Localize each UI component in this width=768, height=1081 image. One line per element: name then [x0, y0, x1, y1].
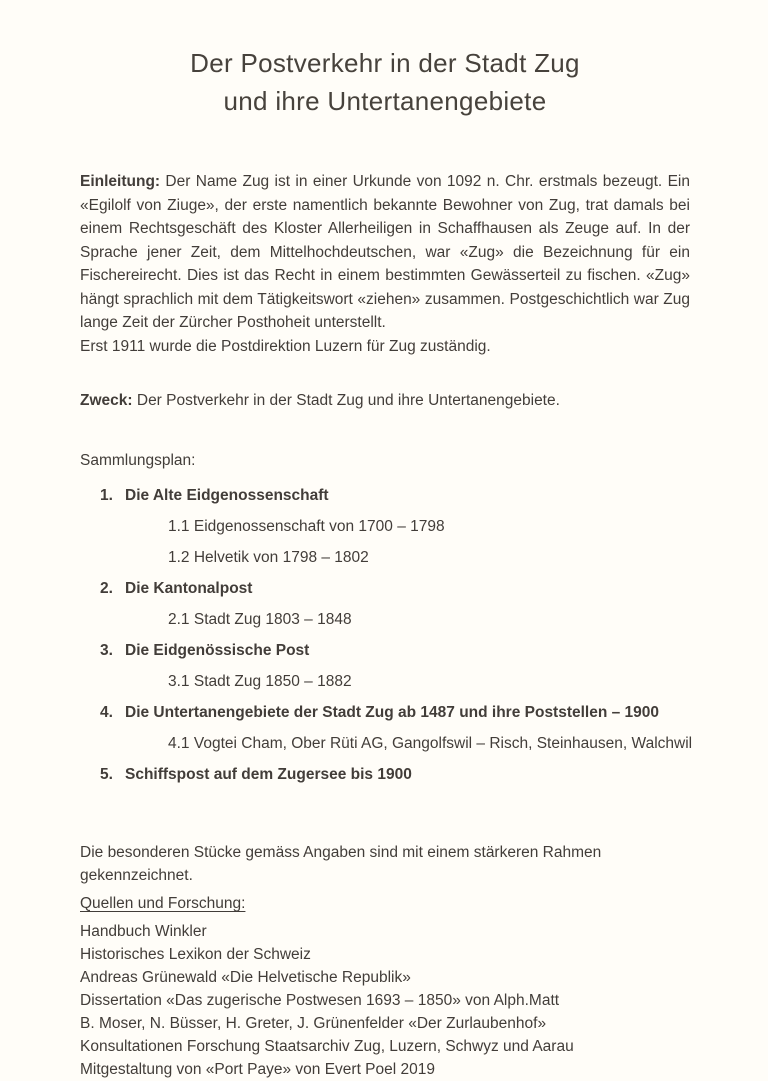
plan-subitem: 2.1 Stadt Zug 1803 – 1848: [168, 611, 352, 628]
source-item: Konsultationen Forschung Staatsarchiv Zug, Luzern, Schwyz und Aarau: [80, 1038, 574, 1055]
source-item: Andreas Grünewald «Die Helvetische Republik»: [80, 969, 411, 986]
plan-item: [100, 765, 690, 785]
plan-item-number: 4.: [100, 704, 113, 721]
einleitung-paragraph: [80, 170, 690, 335]
plan-subitem: 4.1 Vogtei Cham, Ober Rüti AG, Gangolfswil – Risch, Steinhausen, Walchwil: [168, 735, 693, 752]
zweck-paragraph: [80, 389, 690, 412]
plan-item-label: Die Untertanengebiete der Stadt Zug ab 1487 und ihre Poststellen – 1900: [125, 704, 660, 721]
sammlungsplan-list: [80, 486, 693, 785]
plan-item: [100, 579, 690, 599]
source-item: Dissertation «Das zugerische Postwesen 1693 – 1850» von Alph.Matt: [80, 992, 560, 1009]
source-item: B. Moser, N. Büsser, H. Greter, J. Grünenfelder «Der Zurlaubenhof»: [80, 1015, 547, 1032]
plan-item: [100, 703, 690, 723]
source-item: Historisches Lexikon der Schweiz: [80, 946, 311, 963]
plan-item-number: 5.: [100, 766, 113, 783]
einleitung-label: Einleitung:: [80, 173, 161, 190]
zweck-label: Zweck:: [80, 392, 133, 409]
plan-subitem: 1.2 Helvetik von 1798 – 1802: [168, 549, 369, 566]
document-title: [80, 44, 690, 120]
note-line: Die besonderen Stücke gemäss Angaben sind mit einem stärkeren Rahmen gekennzeichnet.: [80, 844, 602, 884]
plan-subitem: 1.1 Eidgenossenschaft von 1700 – 1798: [168, 518, 445, 535]
zweck-text: Der Postverkehr in der Stadt Zug und ihre Untertanengebiete.: [132, 392, 560, 409]
source-item: Handbuch Winkler: [80, 923, 207, 940]
einleitung-line2: Erst 1911 wurde die Postdirektion Luzern für Zug zuständig.: [80, 337, 491, 355]
plan-item-label: Die Alte Eidgenossenschaft: [125, 487, 329, 504]
plan-item-number: 2.: [100, 580, 113, 597]
document-title-line2: und ihre Untertanengebiete: [223, 86, 547, 116]
source-item: Mitgestaltung von «Port Paye» von Evert Poel 2019: [80, 1061, 435, 1078]
sammlungsplan-heading: Sammlungsplan:: [80, 452, 196, 469]
plan-item-label: Schiffspost auf dem Zugersee bis 1900: [125, 766, 412, 783]
plan-item: [100, 641, 690, 661]
einleitung-text: Der Name Zug ist in einer Urkunde von 1092 n. Chr. erstmals bezeugt. Ein «Egilolf von Ziuge», der erste namentlich bekannte Bewohner von Zug, trat damals bei einem Rechtsgeschäft des Kloster Allerheiligen in Schaffhausen als Zeuge auf. In der Sprache jener Zeit, dem Mittelhochdeutschen, war «Zug» die Bezeichnung für ein Fischereirecht. Dies ist das Recht in einem bestimmten Gewässerteil zu fischen. «Zug» hängt sprachlich mit dem Tätigkeitswort «ziehen» zusammen. Postgeschichtlich war Zug lange Zeit der Zürcher Posthoheit unterstellt.: [80, 173, 690, 331]
plan-item-label: Die Eidgenössische Post: [125, 642, 310, 659]
plan-item-number: 1.: [100, 487, 113, 504]
plan-item-label: Die Kantonalpost: [125, 580, 253, 597]
document-title-line1: Der Postverkehr in der Stadt Zug: [190, 48, 580, 78]
plan-item: [100, 486, 690, 506]
sources-heading: Quellen und Forschung:: [80, 895, 246, 912]
plan-item-number: 3.: [100, 642, 113, 659]
sources-list: [80, 920, 690, 1081]
plan-subitem: 3.1 Stadt Zug 1850 – 1882: [168, 673, 352, 690]
